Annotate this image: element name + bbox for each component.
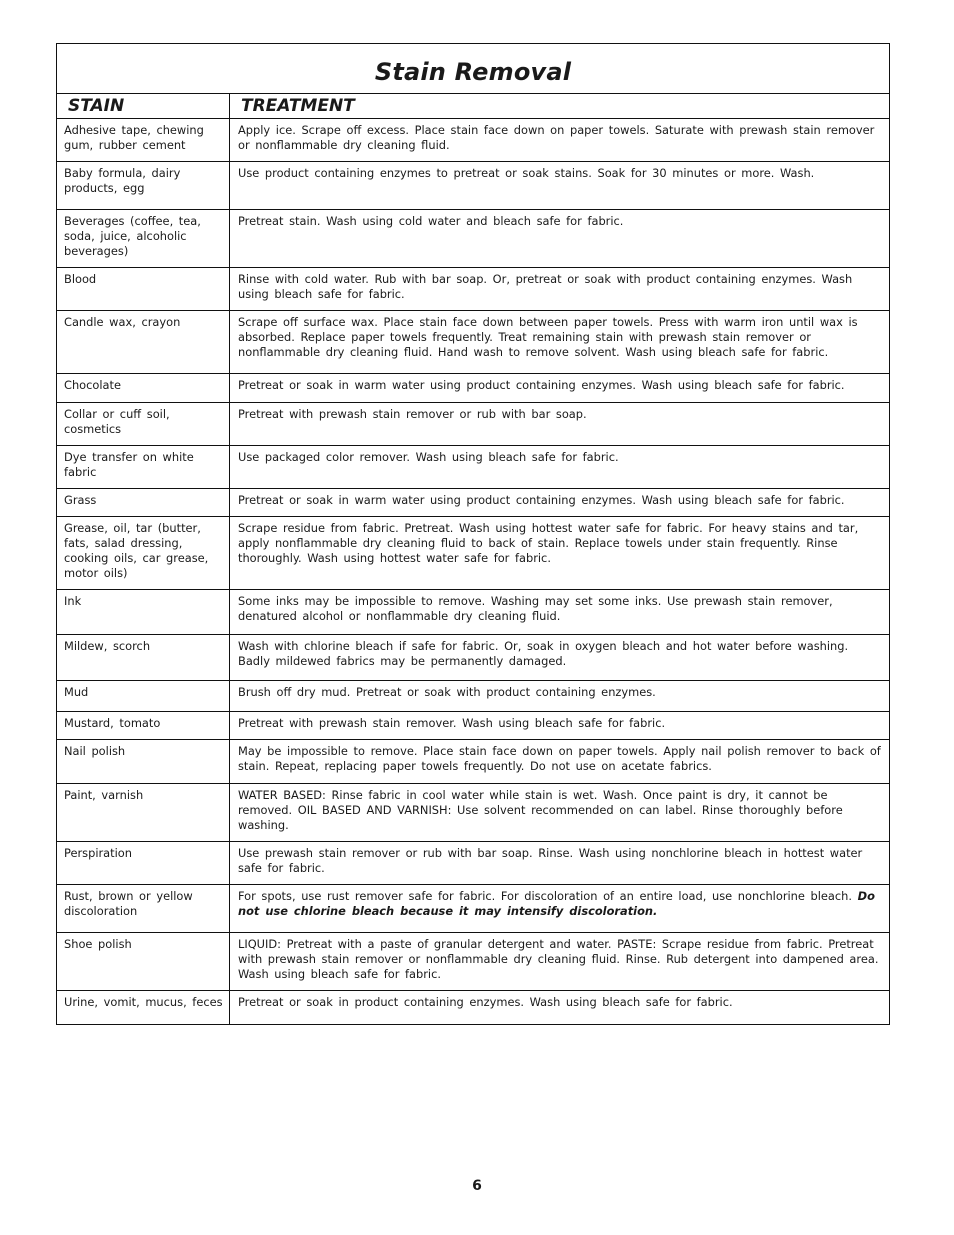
stain-cell: Rust, brown or yellow discoloration xyxy=(57,885,230,933)
title-row xyxy=(57,44,890,94)
stain-cell: Collar or cuff soil, cosmetics xyxy=(57,403,230,446)
treatment-cell xyxy=(230,681,890,712)
stain-cell: Chocolate xyxy=(57,374,230,403)
treatment-cell xyxy=(230,446,890,489)
table-row xyxy=(57,681,890,712)
stain-cell: Ink xyxy=(57,590,230,635)
treatment-text: Pretreat stain. Wash using cold water and bleach safe for fabric. xyxy=(238,214,624,228)
header-row xyxy=(57,94,890,119)
stain-cell: Baby formula, dairy products, egg xyxy=(57,162,230,210)
treatment-text: Pretreat with prewash stain remover or rub with bar soap. xyxy=(238,407,587,421)
treatment-text: Pretreat or soak in product containing enzymes. Wash using bleach safe for fabric. xyxy=(238,995,733,1009)
table-row xyxy=(57,842,890,885)
table-row xyxy=(57,311,890,374)
table-row xyxy=(57,740,890,784)
stain-cell: Paint, varnish xyxy=(57,784,230,842)
treatment-cell xyxy=(230,374,890,403)
stain-cell: Dye transfer on white fabric xyxy=(57,446,230,489)
treatment-text: WATER BASED: Rinse fabric in cool water while stain is wet. Wash. Once paint is dry, it cannot be removed. OIL BASED AND VARNISH: Use solvent recommended on can label. Rinse thoroughly before washing. xyxy=(238,788,843,832)
treatment-text: Pretreat with prewash stain remover. Wash using bleach safe for fabric. xyxy=(238,716,666,730)
stain-cell: Beverages (coffee, tea, soda, juice, alcoholic beverages) xyxy=(57,210,230,268)
treatment-text: Brush off dry mud. Pretreat or soak with product containing enzymes. xyxy=(238,685,656,699)
treatment-text: Scrape off surface wax. Place stain face down between paper towels. Press with warm iron until wax is absorbed. Replace paper towels frequently. Treat remaining stain with prewash stain remover or nonflammable dry cleaning fluid. Hand wash to remove solvent. Wash using bleach safe for fabric. xyxy=(238,315,858,359)
table-row xyxy=(57,210,890,268)
treatment-cell xyxy=(230,489,890,517)
treatment-column-header: TREATMENT xyxy=(230,94,890,119)
treatment-cell xyxy=(230,885,890,933)
stain-cell: Grass xyxy=(57,489,230,517)
table-row xyxy=(57,374,890,403)
treatment-text: Apply ice. Scrape off excess. Place stain face down on paper towels. Saturate with prewash stain remover or nonflammable dry cleaning fluid. xyxy=(238,123,875,152)
treatment-cell xyxy=(230,590,890,635)
stain-cell: Grease, oil, tar (butter, fats, salad dressing, cooking oils, car grease, motor oils) xyxy=(57,517,230,590)
table-row xyxy=(57,991,890,1025)
treatment-cell xyxy=(230,635,890,681)
table-body xyxy=(57,119,890,1025)
table-row xyxy=(57,635,890,681)
stain-removal-table xyxy=(56,43,890,1025)
page-number: 6 xyxy=(472,1178,482,1194)
treatment-cell xyxy=(230,991,890,1025)
treatment-text: Pretreat or soak in warm water using product containing enzymes. Wash using bleach safe for fabric. xyxy=(238,378,845,392)
treatment-text: Use packaged color remover. Wash using bleach safe for fabric. xyxy=(238,450,619,464)
table-row xyxy=(57,885,890,933)
treatment-cell xyxy=(230,740,890,784)
page-title: Stain Removal xyxy=(374,57,572,86)
table-row xyxy=(57,489,890,517)
treatment-text: Scrape residue from fabric. Pretreat. Wash using hottest water safe for fabric. For heavy stains and tar, apply nonflammable dry cleaning fluid to back of stain. Replace towels under stain frequently. Rinse thoroughly. Wash using hottest water safe for fabric. xyxy=(238,521,859,565)
treatment-cell xyxy=(230,403,890,446)
table-row xyxy=(57,403,890,446)
stain-cell: Mustard, tomato xyxy=(57,712,230,740)
treatment-cell xyxy=(230,712,890,740)
table-row xyxy=(57,517,890,590)
treatment-cell xyxy=(230,517,890,590)
table-row xyxy=(57,590,890,635)
table-row xyxy=(57,933,890,991)
treatment-text: Use product containing enzymes to pretreat or soak stains. Soak for 30 minutes or more. Wash. xyxy=(238,166,815,180)
treatment-text: LIQUID: Pretreat with a paste of granular detergent and water. PASTE: Scrape residue from fabric. Pretreat with prewash stain remover or nonflammable dry cleaning fluid. Rinse. Rub detergent into dampened area. Wash using bleach safe for fabric. xyxy=(238,937,879,981)
treatment-text: Rinse with cold water. Rub with bar soap. Or, pretreat or soak with product containing enzymes. Wash using bleach safe for fabric. xyxy=(238,272,853,301)
treatment-text: Wash with chlorine bleach if safe for fabric. Or, soak in oxygen bleach and hot water before washing. Badly mildewed fabrics may be permanently damaged. xyxy=(238,639,849,668)
stain-cell: Mildew, scorch xyxy=(57,635,230,681)
table-row xyxy=(57,162,890,210)
treatment-cell xyxy=(230,933,890,991)
treatment-text: Some inks may be impossible to remove. Washing may set some inks. Use prewash stain remover, denatured alcohol or nonflammable dry cleaning fluid. xyxy=(238,594,833,623)
title-cell xyxy=(57,44,890,94)
stain-cell: Blood xyxy=(57,268,230,311)
treatment-cell xyxy=(230,311,890,374)
table-row xyxy=(57,784,890,842)
stain-cell: Candle wax, crayon xyxy=(57,311,230,374)
stain-cell: Mud xyxy=(57,681,230,712)
stain-cell: Perspiration xyxy=(57,842,230,885)
treatment-text: May be impossible to remove. Place stain face down on paper towels. Apply nail polish remover to back of stain. Repeat, replacing paper towels frequently. Do not use on acetate fabrics. xyxy=(238,744,881,773)
treatment-cell xyxy=(230,268,890,311)
table-row xyxy=(57,446,890,489)
treatment-cell xyxy=(230,162,890,210)
stain-cell: Nail polish xyxy=(57,740,230,784)
treatment-warning: Do not use chlorine bleach because it may intensify discoloration. xyxy=(238,889,875,918)
table-row xyxy=(57,119,890,162)
treatment-cell xyxy=(230,784,890,842)
stain-cell: Urine, vomit, mucus, feces xyxy=(57,991,230,1025)
table-row xyxy=(57,712,890,740)
stain-cell: Adhesive tape, chewing gum, rubber cement xyxy=(57,119,230,162)
treatment-cell xyxy=(230,119,890,162)
table-row xyxy=(57,268,890,311)
stain-column-header: STAIN xyxy=(57,94,230,119)
treatment-cell xyxy=(230,842,890,885)
treatment-text: For spots, use rust remover safe for fabric. For discoloration of an entire load, use nonchlorine bleach. xyxy=(238,889,852,903)
treatment-text: Use prewash stain remover or rub with bar soap. Rinse. Wash using nonchlorine bleach in hottest water safe for fabric. xyxy=(238,846,863,875)
treatment-text: Pretreat or soak in warm water using product containing enzymes. Wash using bleach safe for fabric. xyxy=(238,493,845,507)
stain-cell: Shoe polish xyxy=(57,933,230,991)
treatment-cell xyxy=(230,210,890,268)
